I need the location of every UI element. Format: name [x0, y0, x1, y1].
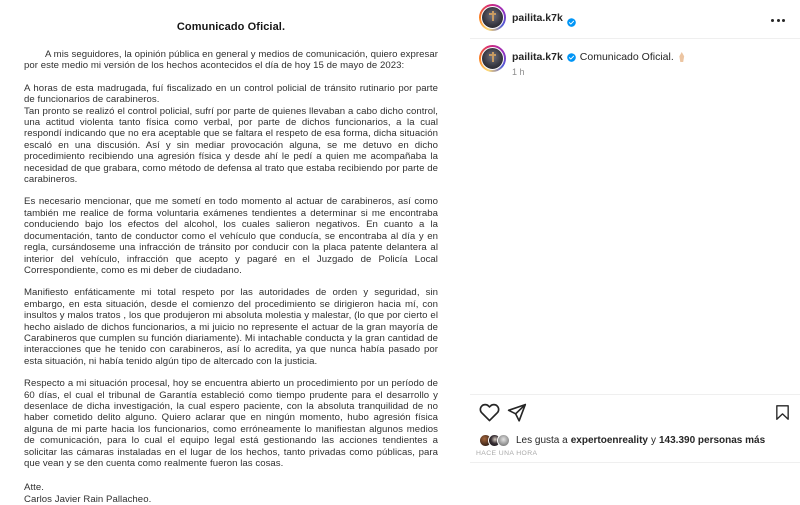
post-timestamp: HACE UNA HORA — [476, 450, 538, 457]
caption-text: Comunicado Oficial. — [579, 51, 674, 63]
profile-avatar[interactable] — [479, 4, 506, 31]
verified-badge-icon — [567, 53, 576, 62]
like-heart-icon[interactable] — [479, 402, 500, 423]
likes-count-link[interactable]: 143.390 personas más — [658, 435, 766, 446]
save-bookmark-icon[interactable] — [774, 402, 791, 423]
comment-time: 1 h — [512, 67, 525, 77]
bottom-divider — [470, 462, 800, 463]
header-divider — [470, 38, 800, 39]
liker-username-link[interactable]: expertoenreality — [570, 435, 648, 446]
document-paragraph: A mis seguidores, la opinión pública en general y medios de comunicación, quiero expresar por este medio mi versión de los hechos acontecidos el día de hoy 15 de mayo de 2023: — [24, 49, 438, 72]
signature-closing: Atte. — [24, 482, 44, 494]
action-bar — [470, 401, 800, 423]
document-paragraph: Respecto a mi situación procesal, hoy se encuentra abierto un procedimiento por un período de 60 días, el cual el tribunal de Garantía estableció como tiempo prudente para el desarrollo y desenlace de dicha investigación, la cual espero paciente, con la absoluta tranquilidad de no haber cometido delito alguno. Quiero aclarar que en ningún momento, hubo agresión física alguna de mi parte hacia los funcionarios, como erróneamente lo manifiestan algunos medios de comunicación, para lo cual el equipo legal está gestionando las acciones tendientes a solicitar las cámaras instaladas en el lugar de los hechos, tanto privadas como públicas, para que vean y se den cuenta como realmente fueron las cosas. — [24, 378, 438, 469]
likes-summary — [516, 435, 765, 446]
document-paragraph: A horas de esta madrugada, fuí fiscalizado en un control policial de tránsito rutinario por parte de funcionarios de carabineros. — [24, 82, 438, 106]
likes-row — [479, 434, 765, 447]
post-caption — [512, 51, 782, 63]
likes-conjunction: y — [650, 435, 656, 446]
post-sidebar — [470, 0, 800, 465]
post-header-user[interactable] — [512, 12, 576, 24]
avatar-image — [481, 47, 504, 70]
liker-avatars — [479, 434, 510, 447]
signature-name: Carlos Javier Rain Pallacheo. — [24, 493, 152, 505]
document-paragraph: Manifiesto enfáticamente mi total respeto por las autoridades de orden y seguridad, sin embargo, en esta situación, desde el comienzo del procedimiento se dirigieron hacia mí, con insultos y malos tratos , los que produjeron mi absoluta molestia y malestar, (lo que por cierto el hecho aislado de dichos funcionarios, a mi juicio no represente el actuar de la gran mayoría de Carabineros que cumplen su función diariamente). Mi intachable conducta y la gran cantidad de interacciones que he tenido con carabineros, así lo acredita, ya que nunca había pasado por esta situación, ni había tenido algún tipo de altercado con la justicia. — [24, 287, 438, 367]
praying-hands-emoji — [678, 52, 686, 62]
document-paragraph: Es necesario mencionar, que me sometí en todo momento al actuar de carabineros, así como también me realice de forma voluntaria exámenes tendientes a determinar si me encontraba conduciendo bajo los efectos del alcohol, los cuales salieron negativos. En cuanto a la documentación, tanto de conductor como el vehículo que conducía, se encontraba al día y en regla, cursándoseme una infracción de tránsito por conducir con la placa patente delantera al interior del vehículo, infracción que acepto y pagaré en el Juzgado de Policía Local Correspondiente, como es mi deber de ciudadano. — [24, 196, 438, 276]
likes-prefix: Les gusta a — [516, 435, 568, 446]
share-paper-plane-icon[interactable] — [506, 402, 527, 423]
caption-username-link[interactable]: pailita.k7k — [512, 51, 563, 63]
document-title: Comunicado Oficial. — [176, 21, 286, 33]
caption-avatar[interactable] — [479, 45, 506, 72]
verified-badge-icon — [567, 14, 576, 23]
more-options-icon[interactable] — [767, 12, 789, 28]
document-paragraph: Tan pronto se realizó el control policial, sufrí por parte de quienes llevaban a cabo dicho control, una actitud violenta tanto física como verbal, por parte de dichos funcionarios, a la cual respondí indicando que no era aceptable que se faltara el respeto de esa forma, dicha situación escaló en una discusión. Así y sin mediar provocación alguna, se me detuvo en dicho procedimiento recibiendo una agresión física y desde ahí le pedí a quien me acompañaba la necesidad de que grabara, como método de defensa al trato que estaba recibiendo por parte de carabineros. — [24, 105, 438, 186]
actions-divider — [470, 394, 800, 395]
username-link[interactable]: pailita.k7k — [512, 12, 563, 24]
avatar-image — [481, 6, 504, 29]
liker-avatar[interactable] — [497, 434, 510, 447]
document-signature — [24, 482, 438, 505]
